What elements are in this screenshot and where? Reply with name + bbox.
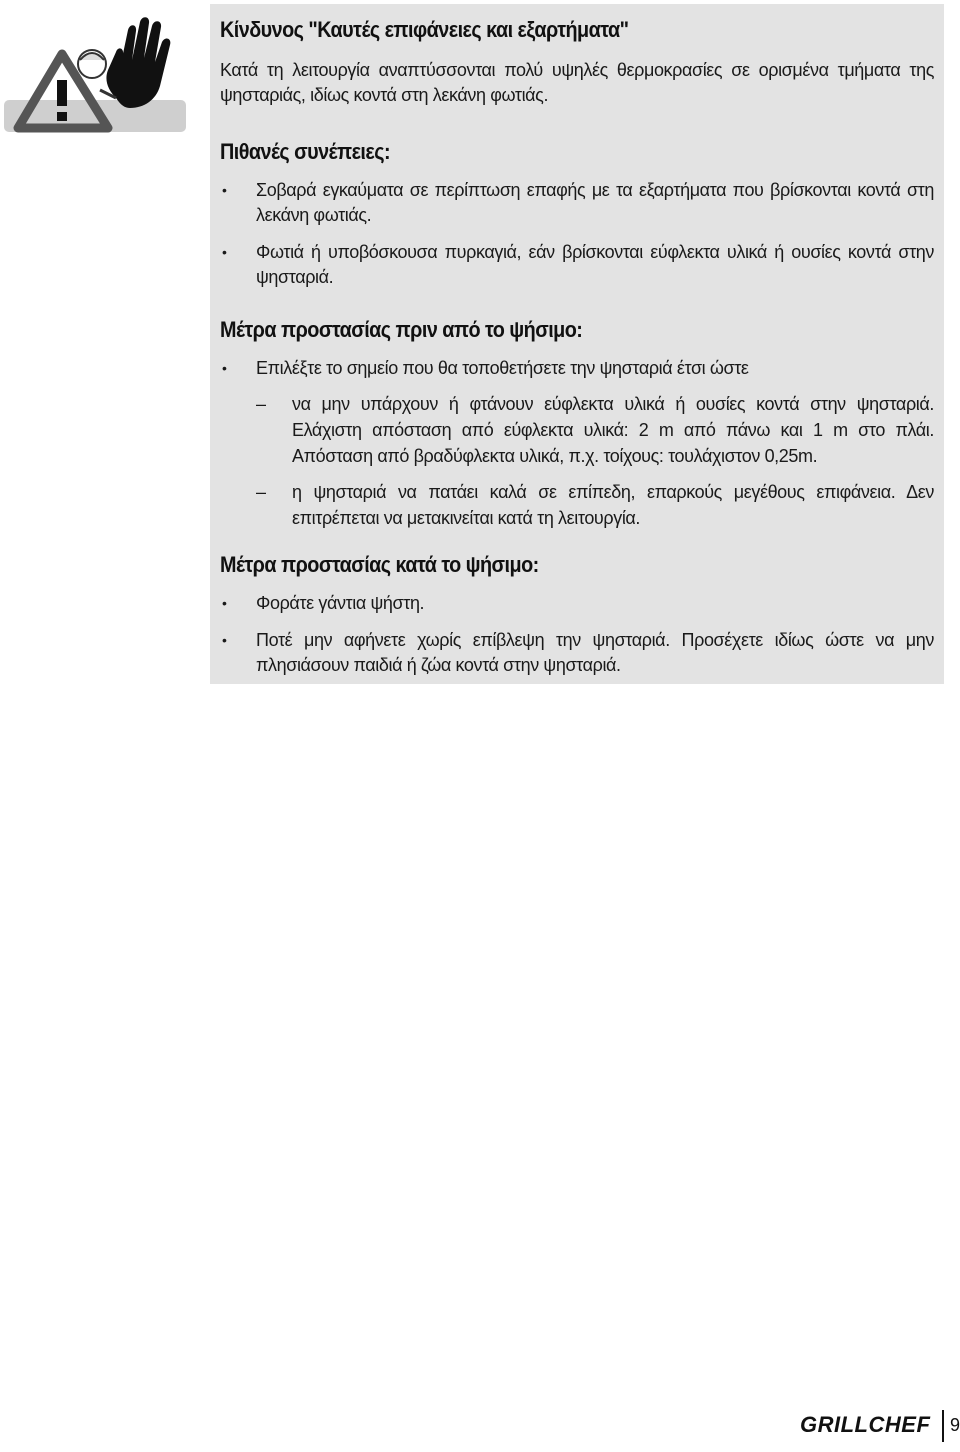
- consequences-heading: Πιθανές συνέπειες:: [220, 139, 391, 164]
- list-item: • Ποτέ μην αφήνετε χωρίς επίβλεψη την ψησταριά. Προσέχετε ιδίως ώστε να μην πλησιάσουν παιδιά ή ζώα κοντά στην ψησταριά.: [220, 628, 934, 678]
- list-item: • Σοβαρά εγκαύματα σε περίπτωση επαφής με τα εξαρτήματα που βρίσκονται κοντά στη λεκάνη φωτιάς.: [220, 178, 934, 228]
- before-grilling-heading: Μέτρα προστασίας πριν από το ψήσιμο:: [220, 317, 583, 342]
- danger-intro: Κατά τη λειτουργία αναπτύσσονται πολύ υψηλές θερμοκρασίες σε ορισμένα τμήματα της ψησταριάς, ιδίως κοντά στη λεκάνη φωτιάς.: [220, 60, 934, 105]
- list-subitem: – η ψησταριά να πατάει καλά σε επίπεδη, επαρκούς μεγέθους επιφάνεια. Δεν επιτρέπεται να μετακινείται κατά τη λειτουργία.: [220, 479, 934, 531]
- brand-logo: GRILLCHEF: [800, 1412, 931, 1437]
- warning-triangle-stop-hand-icon: [4, 12, 186, 136]
- list-item: [220, 356, 934, 381]
- during-grilling-heading: Μέτρα προστασίας κατά το ψήσιμο:: [220, 552, 539, 577]
- hot-surfaces-warning-panel: [210, 4, 944, 684]
- page-number: 9: [950, 1415, 960, 1435]
- before-grilling-sublist: [220, 391, 934, 531]
- list-item: • Φοράτε γάντια ψήστη.: [220, 591, 934, 616]
- danger-title: Κίνδυνος "Καυτές επιφάνειες και εξαρτήματα": [220, 17, 629, 42]
- during-grilling-list: [220, 591, 934, 678]
- before-grilling-list: [220, 356, 934, 381]
- footer-divider: [942, 1410, 944, 1442]
- list-subitem: – να μην υπάρχουν ή φτάνουν εύφλεκτα υλικά ή ουσίες κοντά στην ψησταριά. Ελάχιστη απόσταση από εύφλεκτα υλικά: 2 m από πάνω και 1 m στο πλάι. Απόσταση από βραδύφλεκτα υλικά, π.χ. τοίχους: τουλάχιστον 0,25m.: [220, 391, 934, 469]
- consequences-list: [220, 178, 934, 290]
- list-item-text: Επιλέξτε το σημείο που θα τοποθετήσετε την ψησταριά έτσι ώστε: [256, 358, 749, 378]
- list-item: • Φωτιά ή υποβόσκουσα πυρκαγιά, εάν βρίσκονται εύφλεκτα υλικά ή ουσίες κοντά στην ψησταριά.: [220, 240, 934, 290]
